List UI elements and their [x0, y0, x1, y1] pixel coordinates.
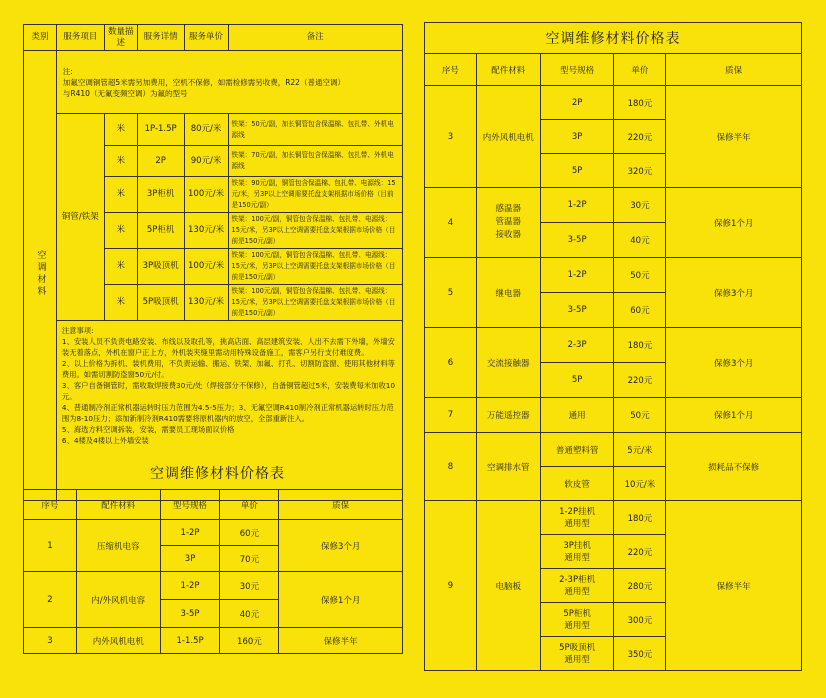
category-label: 空调材料 — [35, 249, 46, 298]
row-spec: 5P吸顶机 — [137, 285, 184, 321]
attention-item: 3、客户自备铜管时，需收取焊接费30元/处（焊接部分不保修），自备铜管超过5米，安装费每米加收10元。 — [61, 381, 396, 401]
row-price: 40元 — [614, 223, 666, 258]
row-spec: 1-2P — [160, 572, 220, 600]
row-remark: 铁架：100元/副，铜管包含保温棉、包扎带、电源线：15元/米，另3P以上空调需要托盘支架根据市场价格（目前是150元/副） — [228, 249, 403, 285]
row-spec: 3-5P — [540, 293, 614, 328]
row-price: 5元/米 — [614, 433, 666, 467]
header-warranty: 质保 — [666, 54, 802, 86]
price-table-1-title: 空调维修材料价格表 — [150, 466, 285, 482]
price-table-2 — [424, 22, 802, 671]
row-price: 180元 — [614, 328, 666, 363]
row-remark: 铁架：50元/副，加长铜管包含保温棉、包扎带、外机电源线 — [228, 114, 403, 146]
row-no: 3 — [425, 86, 477, 188]
row-spec: 1-2P — [160, 520, 220, 546]
row-price: 220元 — [614, 535, 666, 569]
row-price: 10元/米 — [614, 467, 666, 501]
row-no: 2 — [24, 572, 77, 628]
row-remark: 铁架：70元/副，加长铜管包含保温棉、包扎带、外机电源线 — [228, 146, 403, 177]
row-part: 万能遥控器 — [476, 398, 540, 433]
row-price: 220元 — [614, 363, 666, 398]
row-price: 130元/米 — [184, 285, 228, 321]
note-text: 注: 加氟空调铜管超5米需另加费用，空机不保修，如需检修需另收费，R22（普通空调） 与R410（无氟变频空调）为氟的型号 — [56, 51, 402, 114]
row-spec: 3-5P — [540, 223, 614, 258]
row-unit: 米 — [104, 285, 137, 321]
service-table — [23, 24, 403, 501]
row-price: 130元/米 — [184, 213, 228, 249]
row-part: 压缩机电容 — [76, 520, 160, 572]
attention-item: 1、安装人员不负责电路安装、布线以及取孔等，挑高店面、高层建筑安装、人出不去需下外墙，外墙安装无着落点，外机在窗户正上方，外机装夹缝里需动用特殊设备施工，需客户另行支付难度费。 — [61, 337, 395, 357]
category-cell — [24, 51, 57, 501]
row-price: 30元 — [220, 572, 279, 600]
row-no: 6 — [425, 328, 477, 398]
header-no: 序号 — [425, 54, 477, 86]
header-price: 单价 — [220, 490, 279, 520]
row-part: 继电器 — [476, 258, 540, 328]
row-warranty: 保修3个月 — [279, 520, 403, 572]
row-unit: 米 — [104, 146, 137, 177]
row-price: 300元 — [614, 603, 666, 637]
row-spec: 5P吸顶机 通用型 — [540, 637, 614, 671]
row-price: 220元 — [614, 120, 666, 154]
row-price: 60元 — [220, 520, 279, 546]
row-part: 内/外风机电容 — [76, 572, 160, 628]
row-price: 50元 — [614, 258, 666, 293]
row-spec: 3P挂机 通用型 — [540, 535, 614, 569]
header-part: 配件材料 — [476, 54, 540, 86]
row-spec: 普通塑料管 — [540, 433, 614, 467]
row-unit: 米 — [104, 114, 137, 146]
row-price: 100元/米 — [184, 177, 228, 213]
row-price: 100元/米 — [184, 249, 228, 285]
header-spec: 型号规格 — [160, 490, 220, 520]
row-price: 70元 — [220, 546, 279, 572]
header-part: 配件材料 — [76, 490, 160, 520]
header-spec: 型号规格 — [540, 54, 614, 86]
header-category: 类别 — [24, 25, 57, 51]
row-spec: 5P — [540, 154, 614, 188]
row-spec: 软皮管 — [540, 467, 614, 501]
row-spec: 3P — [160, 546, 220, 572]
row-no: 3 — [24, 628, 77, 654]
attention-item: 5、海选方料空调拆装，安装，需要员工现场面议价格 — [61, 425, 235, 434]
row-price: 180元 — [614, 501, 666, 535]
header-no: 序号 — [24, 490, 77, 520]
header-service-item: 服务项目 — [56, 25, 104, 51]
row-price: 320元 — [614, 154, 666, 188]
row-price: 30元 — [614, 188, 666, 223]
row-part: 电脑板 — [476, 501, 540, 671]
row-spec: 通用 — [540, 398, 614, 433]
row-part: 空调排水管 — [476, 433, 540, 501]
service-item-cell: 铜管/铁架 — [56, 114, 104, 321]
row-warranty: 保修半年 — [279, 628, 403, 654]
row-spec: 5P柜机 — [137, 213, 184, 249]
row-spec: 3P柜机 — [137, 177, 184, 213]
row-price: 40元 — [220, 600, 279, 628]
row-spec: 5P柜机 通用型 — [540, 603, 614, 637]
row-no: 7 — [425, 398, 477, 433]
row-spec: 1-2P — [540, 258, 614, 293]
row-remark: 铁架：100元/副，铜管包含保温棉、包扎带、电源线：15元/米，另3P以上空调需要托盘支架根据市场价格（目前是150元/副） — [228, 213, 403, 249]
attention-item: 4、普通制冷剂正常机器运转时压力范围为4.5-5压力；3、无氟空调R410制冷剂正常机器运转时压力范围为8-10压力；添加新制冷剂R410需要将原机器内的放空，全部重新注入。 — [61, 403, 394, 423]
row-warranty: 损耗品不保修 — [666, 433, 802, 501]
row-unit: 米 — [104, 213, 137, 249]
row-part: 内外风机电机 — [476, 86, 540, 188]
header-price: 服务单价 — [184, 25, 228, 51]
price-table-1 — [23, 489, 403, 654]
header-price: 单价 — [614, 54, 666, 86]
row-remark: 铁架：90元/副，铜管包含保温棉、包扎带、电源线：15元/米，另3P以上空调需要托盘支架根据市场价格（目前是150元/副） — [228, 177, 403, 213]
row-spec: 3-5P — [160, 600, 220, 628]
row-warranty: 保修1个月 — [279, 572, 403, 628]
attention-title: 注意事项: — [61, 326, 94, 335]
row-spec: 2P — [137, 146, 184, 177]
row-spec: 3P吸顶机 — [137, 249, 184, 285]
header-detail: 服务详情 — [137, 25, 184, 51]
row-price: 180元 — [614, 86, 666, 120]
row-no: 5 — [425, 258, 477, 328]
row-spec: 3P — [540, 120, 614, 154]
row-spec: 1P-1.5P — [137, 114, 184, 146]
row-warranty: 保修3个月 — [666, 258, 802, 328]
row-warranty: 保修1个月 — [666, 398, 802, 433]
row-warranty: 保修半年 — [666, 501, 802, 671]
row-part: 内外风机电机 — [76, 628, 160, 654]
header-remark: 备注 — [228, 25, 403, 51]
row-spec: 2-3P — [540, 328, 614, 363]
row-unit: 米 — [104, 177, 137, 213]
row-price: 60元 — [614, 293, 666, 328]
row-spec: 1-2P挂机 通用型 — [540, 501, 614, 535]
row-price: 160元 — [220, 628, 279, 654]
price-table-2-title: 空调维修材料价格表 — [425, 23, 802, 54]
row-price: 80元/米 — [184, 114, 228, 146]
row-part: 感温器 管温器 接收器 — [476, 188, 540, 258]
row-warranty: 保修1个月 — [666, 188, 802, 258]
row-spec: 2P — [540, 86, 614, 120]
row-no: 8 — [425, 433, 477, 501]
row-no: 9 — [425, 501, 477, 671]
row-spec: 5P — [540, 363, 614, 398]
header-quantity: 数量描述 — [104, 25, 137, 51]
row-remark: 铁架：100元/副，铜管包含保温棉、包扎带、电源线：15元/米，另3P以上空调需要托盘支架根据市场价格（目前是150元/副） — [228, 285, 403, 321]
row-price: 90元/米 — [184, 146, 228, 177]
row-warranty: 保修3个月 — [666, 328, 802, 398]
row-spec: 1-2P — [540, 188, 614, 223]
attention-item: 2、以上价格为拆机、装机费用，不负责运输、搬运、铁架、加氟、打孔、切割防盗窗、使用其他材料等费用。如需切割防盗窗50元/付。 — [61, 359, 395, 379]
row-price: 350元 — [614, 637, 666, 671]
row-part: 交流接触器 — [476, 328, 540, 398]
row-price: 50元 — [614, 398, 666, 433]
row-no: 1 — [24, 520, 77, 572]
row-spec: 1-1.5P — [160, 628, 220, 654]
row-warranty: 保修半年 — [666, 86, 802, 188]
row-no: 4 — [425, 188, 477, 258]
attention-item: 6、4楼及4楼以上外墙安装 — [61, 436, 149, 445]
row-price: 280元 — [614, 569, 666, 603]
row-unit: 米 — [104, 249, 137, 285]
row-spec: 2-3P柜机 通用型 — [540, 569, 614, 603]
header-warranty: 质保 — [279, 490, 403, 520]
